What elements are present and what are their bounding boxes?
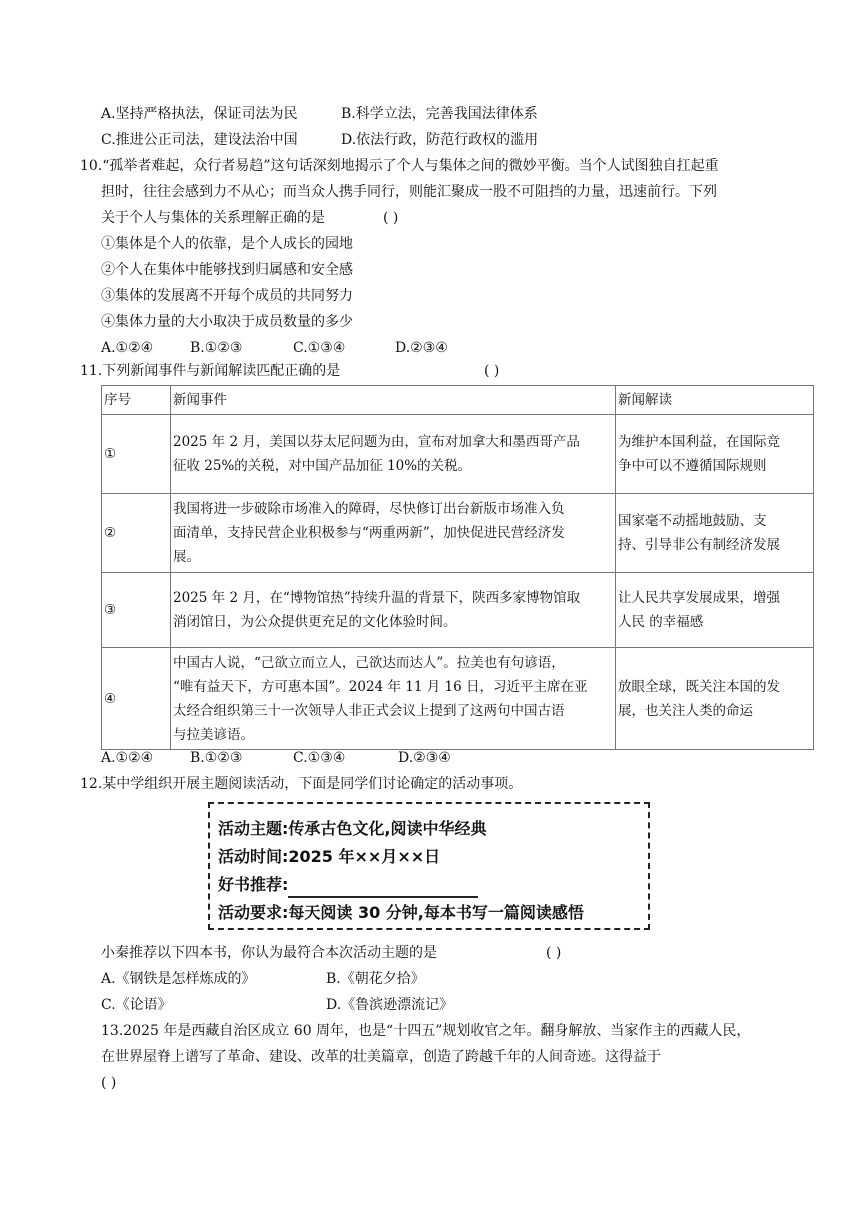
fill-blank-line	[288, 878, 478, 898]
q10-item-2: ②个人在集体中能够找到归属感和安全感	[101, 262, 353, 278]
q10-answer-paren: ( )	[383, 210, 399, 226]
q12-answer-paren: ( )	[546, 945, 562, 961]
row-number: ①	[102, 415, 171, 494]
table-row	[102, 648, 814, 750]
q10-stem-line-1: 10.“孤举者难起，众行者易趋”这句话深刻地揭示了个人与集体之间的微妙平衡。当个人试图独自扛起重	[80, 158, 719, 174]
row-number: ④	[102, 648, 171, 750]
activity-notice-card	[208, 802, 650, 930]
q10-option-b: B.①②③	[190, 340, 243, 356]
q13-stem-line-1: 13.2025 年是西藏自治区成立 60 周年，也是“十四五”规划收官之年。翻身解放、当家作主的西藏人民，	[101, 1023, 751, 1039]
q9-option-c: C.推进公正司法，建设法治中国	[101, 132, 298, 148]
q11-option-b: B.①②③	[190, 750, 243, 766]
interp-line: 争中可以不遵循国际规则	[618, 458, 767, 474]
row-interpretation	[616, 415, 814, 494]
row-number: ②	[102, 494, 171, 573]
q9-option-a: A.坚持严格执法，保证司法为民	[101, 106, 298, 122]
table-row	[102, 415, 814, 494]
interp-line: 展，也关注人类的命运	[618, 702, 753, 719]
q11-option-a: A.①②④	[101, 750, 154, 766]
event-line: 展。	[173, 549, 200, 565]
q12-option-d: D.《鲁滨逊漂流记》	[326, 997, 454, 1013]
q13-stem-line-2: 在世界屋脊上谱写了革命、建设、改革的壮美篇章，创造了跨越千年的人间奇迹。这得益于	[101, 1049, 661, 1065]
row-event	[171, 494, 616, 573]
table-row	[102, 573, 814, 648]
row-interpretation	[616, 494, 814, 573]
event-line: 征收 25%的关税，对中国产品加征 10%的关税。	[173, 458, 472, 474]
event-line: 2025 年 2 月，美国以芬太尼问题为由，宣布对加拿大和墨西哥产品	[173, 434, 580, 450]
interp-line: 让人民共享发展成果，增强	[618, 590, 780, 606]
q11-option-d: D.②③④	[398, 750, 451, 766]
interp-line: 人民 的幸福感	[618, 614, 704, 630]
q11-option-c: C.①③④	[293, 750, 346, 766]
notice-book-label: 好书推荐:	[218, 875, 289, 894]
event-line: 中国古人说，“己欲立而立人，己欲达而达人”。拉美也有句谚语，	[173, 654, 565, 671]
row-event	[171, 648, 616, 750]
event-line: 消闭馆日，为公众提供更充足的文化体验时间。	[173, 614, 457, 630]
event-line: 与拉美谚语。	[173, 726, 254, 743]
notice-time: 活动时间:2025 年××月××日	[218, 847, 441, 866]
q10-option-d: D.②③④	[395, 340, 448, 356]
row-event	[171, 573, 616, 648]
q10-stem-line-2: 担时，往往会感到力不从心；而当众人携手同行，则能汇聚成一股不可阻挡的力量，迅速前行。下列	[101, 184, 717, 200]
news-table-header	[102, 386, 814, 415]
q9-option-d: D.依法行政，防范行政权的滥用	[341, 132, 539, 148]
notice-theme: 活动主题:传承古色文化,阅读中华经典	[218, 819, 487, 838]
event-line: 我国将进一步破除市场准入的障碍，尽快修订出台新版市场准入负	[173, 501, 565, 517]
row-interpretation	[616, 573, 814, 648]
q10-stem-line-3: 关于个人与集体的关系理解正确的是	[101, 210, 325, 226]
event-line: 太经合组织第三十一次领导人非正式会议上提到了这两句中国古语	[173, 702, 565, 719]
q11-stem: 11.下列新闻事件与新闻解读匹配正确的是	[80, 363, 341, 379]
row-event	[171, 415, 616, 494]
q10-option-c: C.①③④	[293, 340, 346, 356]
interp-line: 持、引导非公有制经济发展	[618, 537, 780, 553]
q10-item-3: ③集体的发展离不开每个成员的共同努力	[101, 288, 353, 304]
q12-option-c: C.《论语》	[101, 997, 172, 1013]
header-event: 新闻事件	[171, 386, 616, 415]
interp-line: 放眼全球，既关注本国的发	[618, 678, 780, 695]
q10-item-4: ④集体力量的大小取决于成员数量的多少	[101, 314, 353, 330]
q12-option-b: B.《朝花夕拾》	[326, 971, 425, 987]
q12-option-a: A.《钢铁是怎样炼成的》	[101, 971, 256, 987]
q12-question: 小秦推荐以下四本书，你认为最符合本次活动主题的是	[101, 945, 437, 961]
interp-line: 国家毫不动摇地鼓励、支	[618, 513, 767, 529]
event-line: 2025 年 2 月，在“博物馆热”持续升温的背景下，陕西多家博物馆取	[173, 590, 581, 606]
event-line: “唯有益天下，方可惠本国”。2024 年 11 月 16 日，习近平主席在亚	[173, 678, 588, 695]
q11-answer-paren: ( )	[484, 363, 500, 379]
header-number: 序号	[102, 386, 171, 415]
q10-option-a: A.①②④	[101, 340, 154, 356]
q10-item-1: ①集体是个人的依靠，是个人成长的园地	[101, 236, 353, 252]
notice-requirement: 活动要求:每天阅读 30 分钟,每本书写一篇阅读感悟	[218, 903, 584, 922]
table-row	[102, 494, 814, 573]
q12-stem: 12.某中学组织开展主题阅读活动，下面是同学们讨论确定的活动事项。	[80, 776, 523, 792]
event-line: 面清单，支持民营企业积极参与“两重两新”，加快促进民营经济发	[173, 525, 565, 541]
news-table	[101, 385, 814, 750]
q13-answer-paren: ( )	[101, 1075, 117, 1091]
row-number: ③	[102, 573, 171, 648]
notice-book-recommendation	[218, 872, 478, 898]
q9-option-b: B.科学立法，完善我国法律体系	[341, 106, 538, 122]
interp-line: 为维护本国利益，在国际竞	[618, 434, 780, 450]
header-interpretation: 新闻解读	[616, 386, 814, 415]
row-interpretation	[616, 648, 814, 750]
